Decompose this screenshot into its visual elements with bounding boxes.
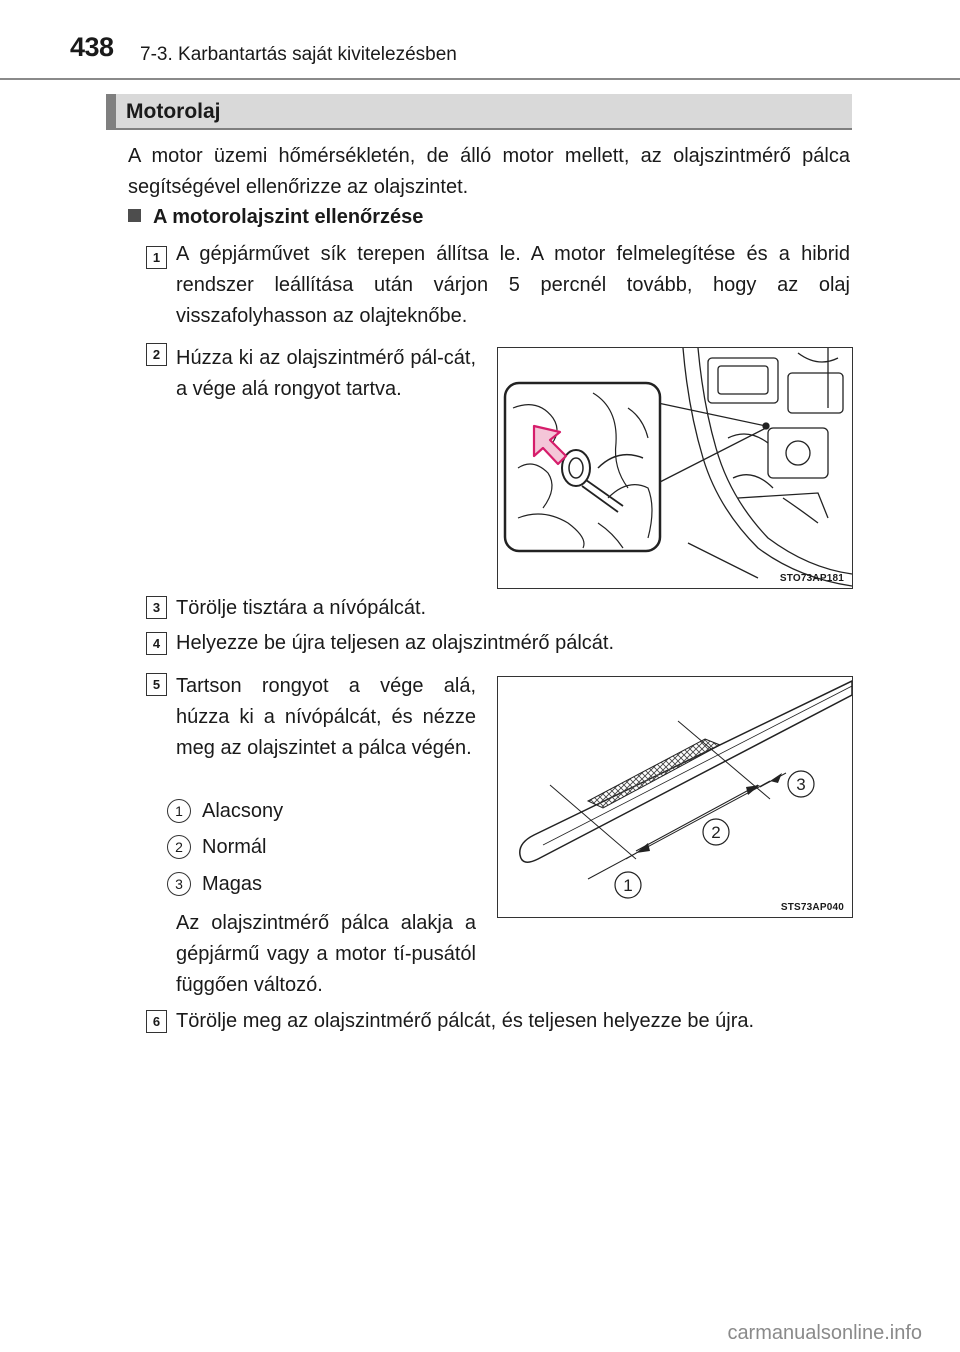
step-number-2: 2 [146,343,167,366]
header-divider [0,78,960,80]
level-label-low: Alacsony [202,800,284,822]
level-number-3: 3 [167,872,191,896]
chapter-title: 7-3. Karbantartás saját kivitelezésben [140,44,457,65]
step-number-1: 1 [146,246,167,269]
step-number-6: 6 [146,1010,167,1033]
subsection-title: A motorolajszint ellenőrzése [153,206,424,228]
figure-code-engine: STO73AP181 [779,573,844,584]
callout-3: 3 [796,775,806,794]
callout-1: 1 [623,876,633,895]
level-label-high: Magas [202,873,263,895]
step-2-text: Húzza ki az olajszintmérő pál-cát, a vége alá rongyot tartva. [176,347,476,400]
step-3-text: Törölje tisztára a nívópálcát. [176,597,427,619]
step-1-text: A gépjárművet sík terepen állítsa le. A motor felmelegítése és a hibrid rendszer leállítása után várjon 5 percnél tovább, hogy az olaj visszafolyhasson az olajteknőbe. [176,243,850,327]
section-intro: A motor üzemi hőmérsékletén, de álló motor mellett, az olajszintmérő pálca segítségével ellenőrizze az olajszintet. [128,145,850,198]
step-6-text: Törölje meg az olajszintmérő pálcát, és teljesen helyezze be újra. [176,1010,755,1032]
section-title: Motorolaj [126,100,221,123]
step-4-text: Helyezze be újra teljesen az olajszintmérő pálcát. [176,632,614,654]
engine-bay-illustration [498,348,852,588]
dipstick-illustration [498,677,852,917]
level-label-normal: Normál [202,836,267,858]
step-number-5: 5 [146,673,167,696]
step-number-4: 4 [146,632,167,655]
figure-code-dipstick: STS73AP040 [780,902,844,913]
level-number-2: 2 [167,835,191,859]
page-number: 438 [70,32,114,62]
step-5-note: Az olajszintmérő pálca alakja a gépjármű vagy a motor tí-pusától függően változó. [176,912,476,996]
subsection-heading [128,206,423,229]
section-header-underline [106,128,852,130]
level-number-1: 1 [167,799,191,823]
step-number-3: 3 [146,596,167,619]
dipstick-level-figure [497,676,853,918]
section-header [106,94,852,130]
section-header-bar [106,94,116,130]
step-5-text: Tartson rongyot a vége alá, húzza ki a nívópálcát, és nézze meg az olajszintet a pálca végén. [176,675,476,759]
callout-2: 2 [711,823,721,842]
square-bullet-icon [128,209,141,222]
engine-dipstick-figure [497,347,853,589]
watermark: carmanualsonline.info [727,1322,922,1344]
